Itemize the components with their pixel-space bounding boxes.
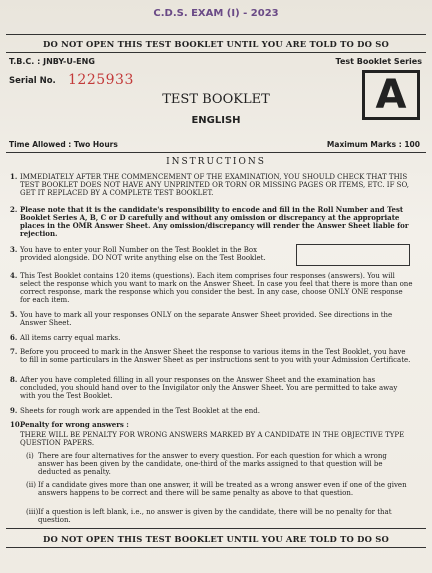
serial-label: Serial No. — [9, 76, 56, 86]
instructions-heading: INSTRUCTIONS — [166, 157, 266, 167]
divider — [6, 528, 426, 529]
max-marks: Maximum Marks : 100 — [326, 140, 420, 149]
instruction-item: 3. You have to enter your Roll Number on the Test Booklet in the Box provided alongside. DO NOT write anything else on the Test Booklet. — [10, 245, 266, 262]
penalty-intro: THERE WILL BE PENALTY FOR WRONG ANSWERS MARKED BY A CANDIDATE IN THE OBJECTIVE TYPE QUESTION PAPERS. — [20, 431, 405, 447]
series-letter-box: A — [362, 70, 420, 120]
top-banner: DO NOT OPEN THIS TEST BOOKLET UNTIL YOU ARE TOLD TO DO SO — [43, 39, 389, 49]
roll-number-box[interactable] — [296, 244, 410, 266]
divider — [6, 34, 426, 35]
instruction-item: 2. Please note that it is the candidate's responsibility to encode and fill in the Roll Number and Test Booklet Series A, B, C or D carefully and without any omission or discrepancy at the appropriate places in the OMR Answer Sheet. Any omission/discrepancy will render the Answer Sheet liable for rejection. — [10, 205, 409, 238]
series-label: Test Booklet Series — [335, 57, 422, 66]
instruction-item: 1. IMMEDIATELY AFTER THE COMMENCEMENT OF THE EXAMINATION, YOU SHOULD CHECK THAT THIS TEST BOOKLET DOES NOT HAVE ANY UNPRINTED OR TORN OR MISSING PAGES OR ITEMS, ETC. IF SO, GET IT REPLACED BY A COMPLETE TEST BOOKLET. — [10, 172, 410, 197]
instruction-item: 5. You have to mark all your responses ONLY on the separate Answer Sheet provided. See directions in the Answer Sheet. — [10, 310, 393, 327]
penalty-item: (iii) If a question is left blank, i.e., no answer is given by the candidate, there will be no penalty for that question. — [26, 508, 392, 524]
exam-title: C.D.S. EXAM (I) - 2023 — [153, 8, 279, 19]
divider — [6, 152, 426, 153]
penalty-item: (ii) If a candidate gives more than one answer, it will be treated as a wrong answer even if one of the given answers happens to be correct and there will be same penalty as above to that question. — [26, 481, 407, 497]
divider — [6, 52, 426, 53]
penalty-item: (i) There are four alternatives for the answer to every question. For each question for which a wrong answer has been given by the candidate, one-third of the marks assigned to that question will be deducted as penalty. — [26, 452, 387, 476]
bottom-banner: DO NOT OPEN THIS TEST BOOKLET UNTIL YOU ARE TOLD TO DO SO — [43, 534, 389, 544]
instruction-item: 4. This Test Booklet contains 120 items (questions). Each item comprises four responses (answers). You will select the response which you want to mark on the Answer Sheet. In case you feel that there is more than one correct response, mark the response which you consider the best. In any case, choose ONLY ONE response for each item. — [10, 271, 413, 304]
tbc-code: T.B.C. : JNBY-U-ENG — [9, 57, 95, 66]
instruction-item: 6. All items carry equal marks. — [10, 333, 121, 342]
booklet-title: TEST BOOKLET — [162, 92, 270, 107]
instruction-item: 9. Sheets for rough work are appended in the Test Booklet at the end. — [10, 406, 260, 415]
instruction-item: 10. Penalty for wrong answers : — [10, 420, 129, 429]
time-allowed: Time Allowed : Two Hours — [9, 140, 118, 149]
divider — [6, 547, 426, 548]
instruction-item: 7. Before you proceed to mark in the Answer Sheet the response to various items in the Test Booklet, you have to fill in some particulars in the Answer Sheet as per instructions sent to you with your Admission Certificate. — [10, 347, 411, 364]
subject: ENGLISH — [191, 115, 241, 126]
serial-number: 1225933 — [68, 72, 134, 88]
instruction-item: 8. After you have completed filling in all your responses on the Answer Sheet and the examination has concluded, you should hand over to the Invigilator only the Answer Sheet. You are permitted to take away with you the Test Booklet. — [10, 375, 398, 400]
